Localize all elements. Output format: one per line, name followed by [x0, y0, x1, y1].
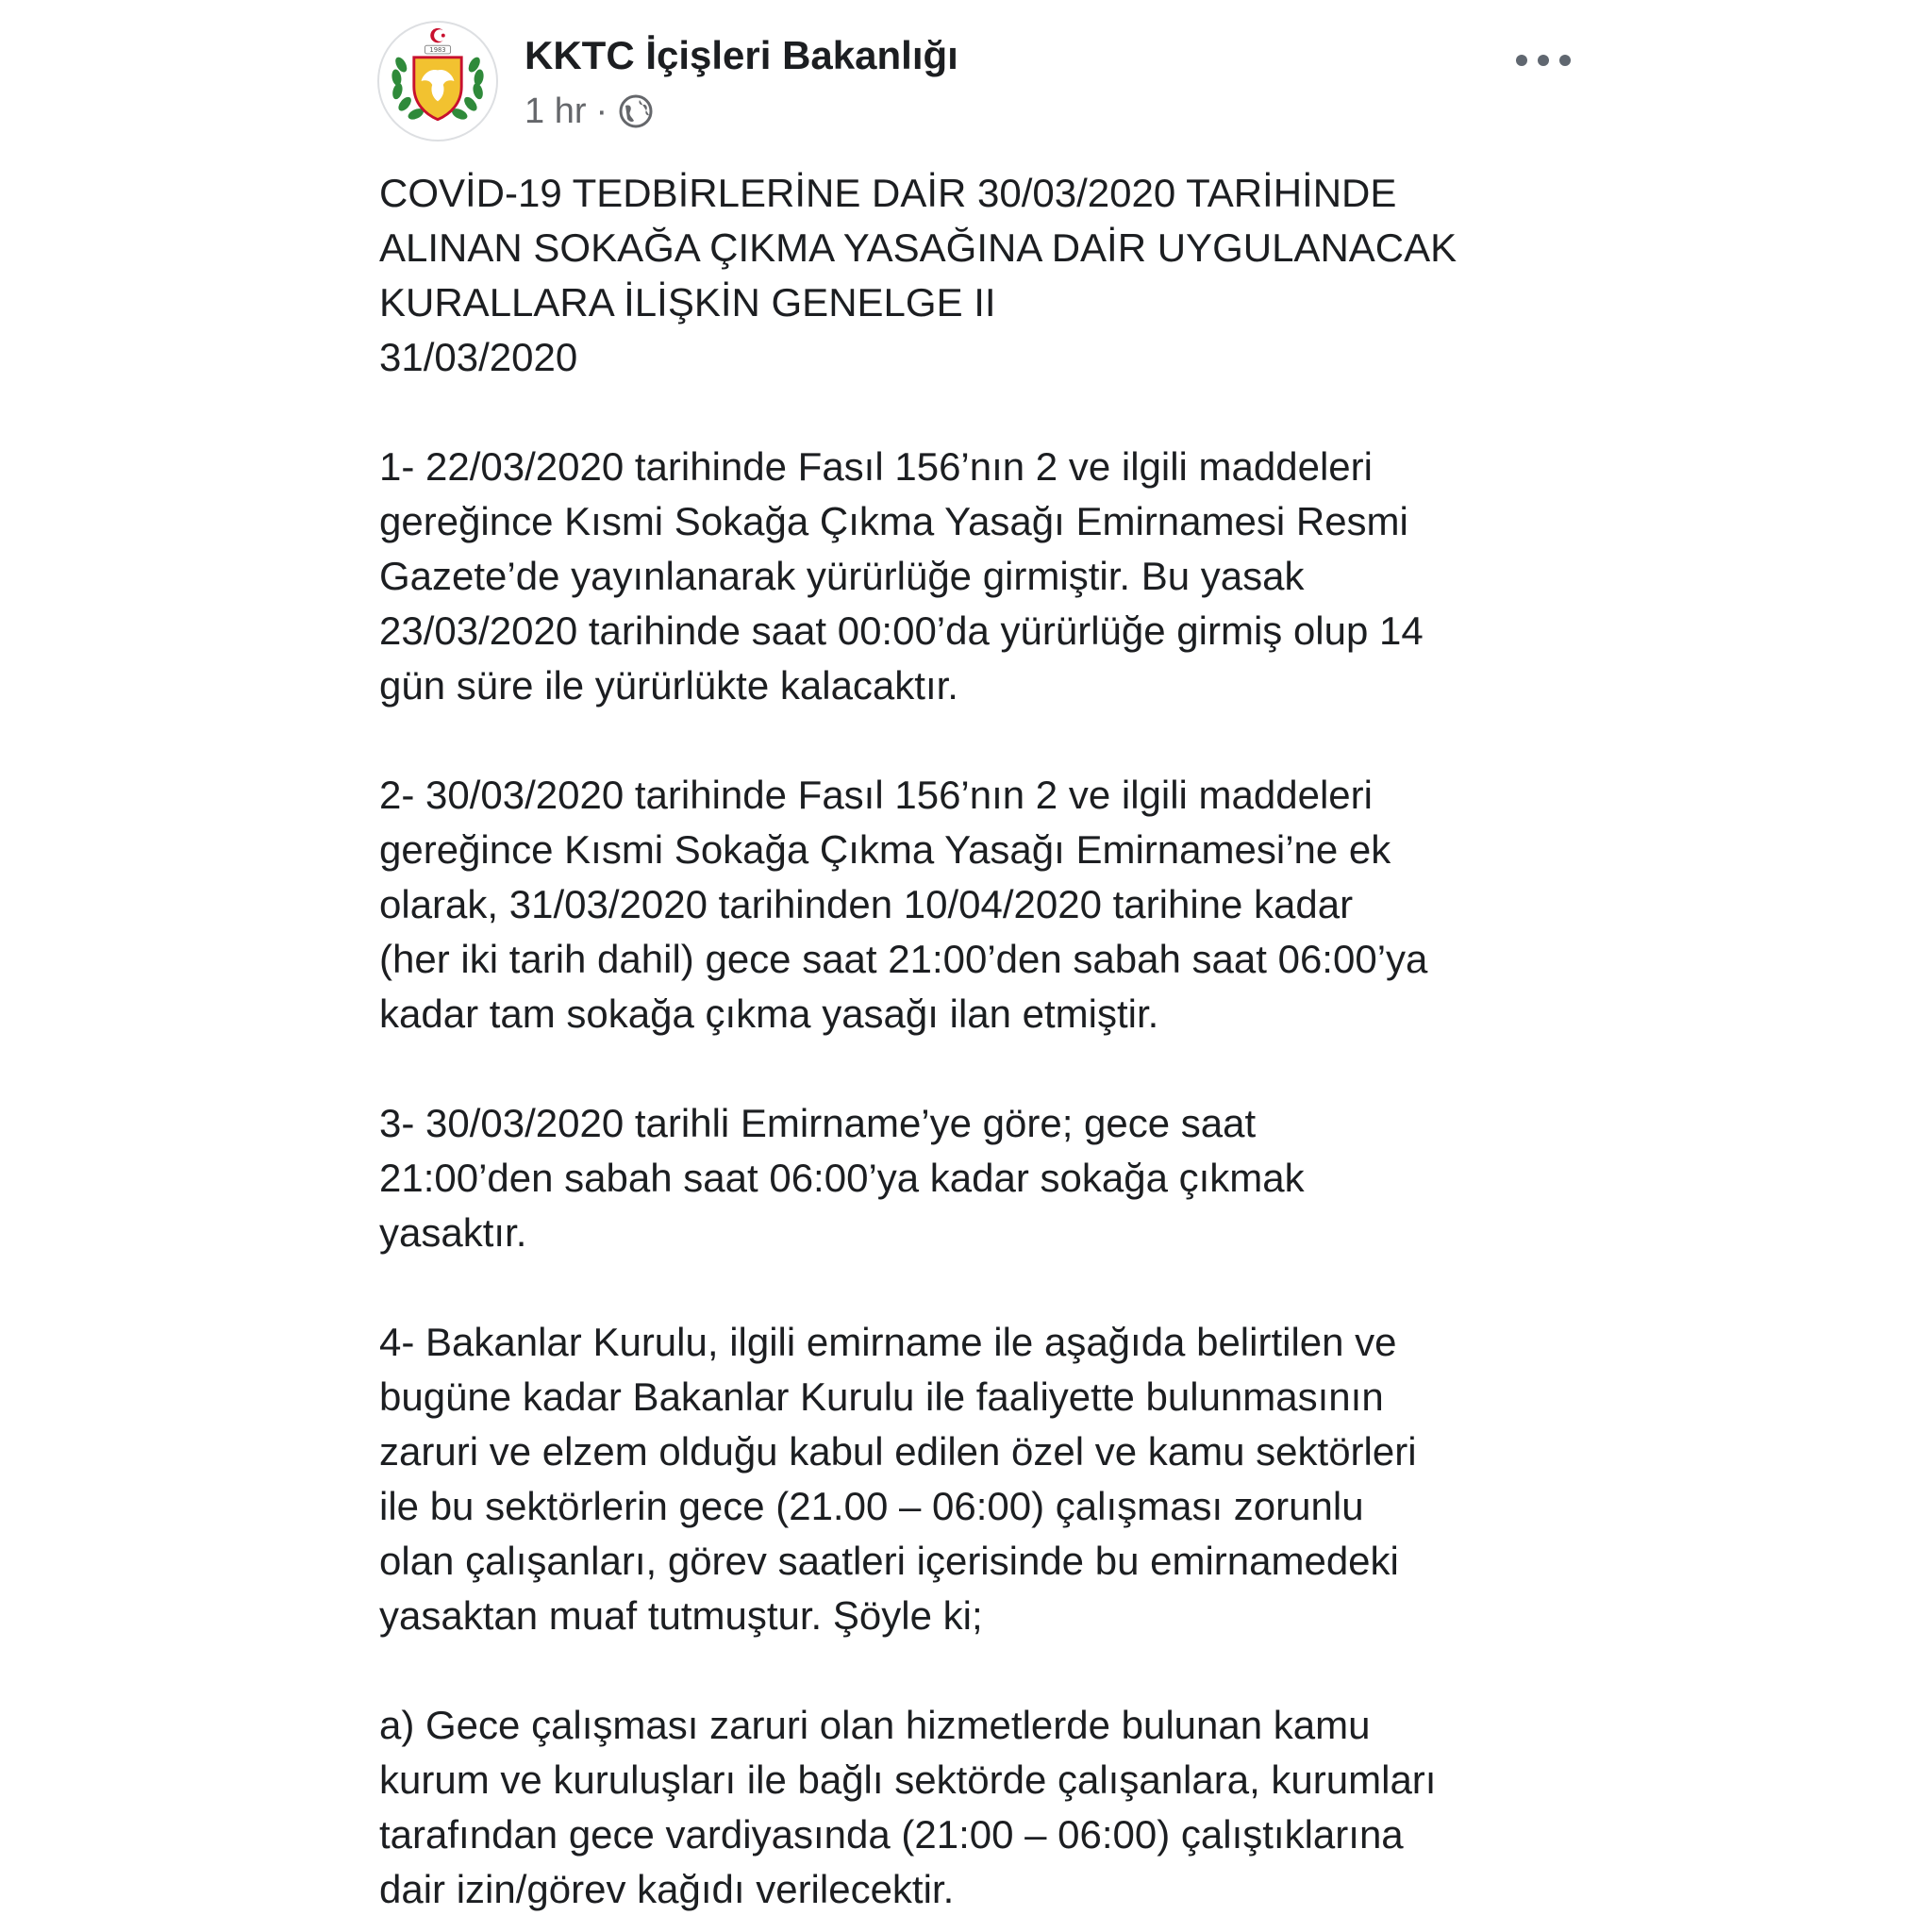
paragraph-5-line: kurum ve kuruluşları ile bağlı sektörde çalışanlara, kurumları — [379, 1757, 1437, 1802]
paragraph-2-line: (her iki tarih dahil) gece saat 21:00’den sabah saat 06:00’ya — [379, 937, 1428, 981]
paragraph-5-line: tarafından gece vardiyasında (21:00 – 06:00) çalıştıklarına — [379, 1812, 1404, 1857]
paragraph-3-line: 21:00’den sabah saat 06:00’ya kadar sokağa çıkmak — [379, 1156, 1305, 1200]
paragraph-1-line: gün süre ile yürürlükte kalacaktır. — [379, 663, 958, 708]
meta-separator: · — [595, 91, 608, 131]
post-title-line: KURALLARA İLİŞKİN GENELGE II — [379, 280, 996, 325]
paragraph-4-line: 4- Bakanlar Kurulu, ilgili emirname ile aşağıda belirtilen ve — [379, 1320, 1397, 1364]
paragraph-4-line: bugüne kadar Bakanlar Kurulu ile faaliyette bulunmasının — [379, 1374, 1384, 1419]
paragraph-1-line: 1- 22/03/2020 tarihinde Fasıl 156’nın 2 ve ilgili maddeleri — [379, 444, 1373, 489]
paragraph-4-line: olan çalışanları, görev saatleri içerisinde bu emirnamedeki — [379, 1539, 1399, 1583]
post-title-line: ALINAN SOKAĞA ÇIKMA YASAĞINA DAİR UYGULANACAK — [379, 225, 1457, 270]
paragraph-4-line: ile bu sektörlerin gece (21.00 – 06:00) çalışması zorunlu — [379, 1484, 1364, 1528]
paragraph-3-line: 3- 30/03/2020 tarihli Emirname’ye göre; gece saat — [379, 1101, 1257, 1145]
post-body — [379, 166, 1587, 1917]
paragraph-1-line: gereğince Kısmi Sokağa Çıkma Yasağı Emirnamesi Resmi — [379, 499, 1408, 543]
post-timestamp[interactable]: 1 hr — [525, 91, 587, 131]
post-meta — [525, 85, 655, 138]
paragraph-2-line: 2- 30/03/2020 tarihinde Fasıl 156’nın 2 ve ilgili maddeleri — [379, 773, 1373, 817]
page-avatar[interactable] — [377, 21, 498, 142]
paragraph-gap — [379, 713, 1587, 768]
paragraph-1-line: 23/03/2020 tarihinde saat 00:00’da yürürlüğe girmiş olup 14 — [379, 608, 1424, 653]
more-options-icon — [1515, 54, 1572, 67]
globe-icon[interactable] — [617, 92, 655, 130]
avatar-year: 1983 — [429, 46, 446, 54]
paragraph-4-line: yasaktan muaf tutmuştur. Şöyle ki; — [379, 1593, 983, 1638]
paragraph-gap — [379, 1041, 1587, 1096]
post-title-line: COVİD-19 TEDBİRLERİNE DAİR 30/03/2020 TARİHİNDE — [379, 171, 1397, 215]
more-options-button[interactable] — [1509, 38, 1577, 83]
page-name-link[interactable]: KKTC İçişleri Bakanlığı — [525, 33, 958, 77]
paragraph-5-line: dair izin/görev kağıdı verilecektir. — [379, 1867, 955, 1911]
paragraph-4-line: zaruri ve elzem olduğu kabul edilen özel ve kamu sektörleri — [379, 1429, 1417, 1474]
paragraph-2-line: olarak, 31/03/2020 tarihinden 10/04/2020 tarihine kadar — [379, 882, 1354, 926]
paragraph-5-line: a) Gece çalışması zaruri olan hizmetlerde bulunan kamu — [379, 1703, 1371, 1747]
paragraph-gap — [379, 385, 1587, 440]
paragraph-gap — [379, 1260, 1587, 1315]
paragraph-gap — [379, 1643, 1587, 1698]
paragraph-1-line: Gazete’de yayınlanarak yürürlüğe girmiştir. Bu yasak — [379, 554, 1305, 598]
coat-of-arms-icon — [379, 23, 496, 140]
post-date-line: 31/03/2020 — [379, 335, 578, 379]
paragraph-3-line: yasaktır. — [379, 1210, 527, 1255]
paragraph-2-line: gereğince Kısmi Sokağa Çıkma Yasağı Emirnamesi’ne ek — [379, 827, 1391, 872]
paragraph-2-line: kadar tam sokağa çıkma yasağı ilan etmiştir. — [379, 991, 1159, 1036]
